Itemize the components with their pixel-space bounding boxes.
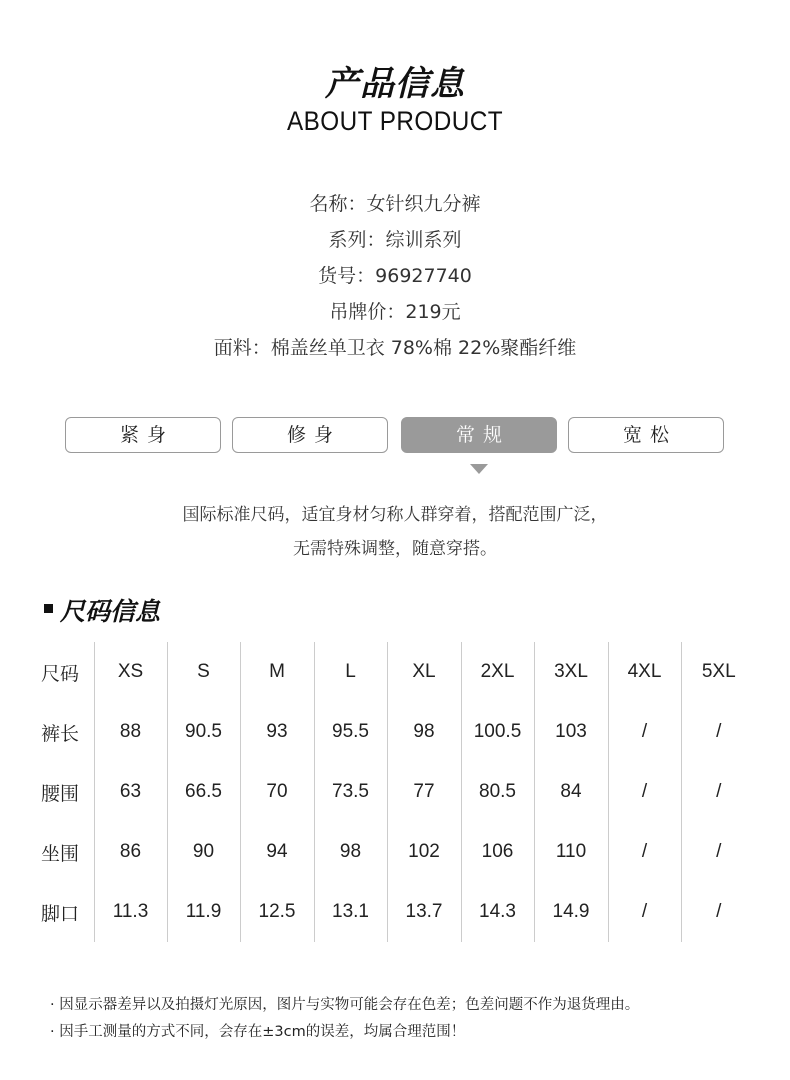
fit-description (0, 498, 790, 566)
size-cell: 5XL (681, 642, 756, 702)
size-cell: 102 (387, 822, 461, 882)
page-title-cn: 产品信息 (325, 64, 465, 104)
size-cell: 73.5 (314, 762, 387, 822)
size-cell: 11.9 (167, 882, 240, 942)
info-item-number: 货号：96927740 (318, 265, 472, 287)
size-row (30, 642, 756, 702)
product-info (0, 186, 790, 366)
fit-tab-tight[interactable]: 紧身 (65, 417, 221, 453)
size-cell: / (608, 882, 681, 942)
size-cell: 4XL (608, 642, 681, 702)
size-cell: 90 (167, 822, 240, 882)
size-cell: / (681, 882, 756, 942)
size-cell: 110 (534, 822, 608, 882)
size-cell: 13.7 (387, 882, 461, 942)
fit-description-line: 无需特殊调整，随意穿搭。 (293, 539, 497, 559)
size-cell: 63 (94, 762, 167, 822)
size-cell: / (681, 762, 756, 822)
size-cell: 90.5 (167, 702, 240, 762)
note-measurement-error: · 因手工测量的方式不同，会存在±3cm的误差，均属合理范围！ (50, 1024, 466, 1040)
size-cell: 98 (387, 702, 461, 762)
size-cell: 70 (240, 762, 314, 822)
size-heading-text: 尺码信息 (60, 597, 161, 626)
fit-tab-regular[interactable]: 常规 (401, 417, 557, 453)
size-cell: L (314, 642, 387, 702)
fit-tab-slim[interactable]: 修身 (232, 417, 388, 453)
size-cell: / (608, 762, 681, 822)
size-cell: 12.5 (240, 882, 314, 942)
size-cell: 93 (240, 702, 314, 762)
size-cell: / (608, 822, 681, 882)
fit-pointer-arrow (470, 464, 488, 474)
note-color-difference: · 因显示器差异以及拍摄灯光原因，图片与实物可能会存在色差；色差问题不作为退货理由。 (50, 997, 640, 1013)
size-cell: 94 (240, 822, 314, 882)
size-cell: 103 (534, 702, 608, 762)
row-label: 脚口 (41, 902, 80, 925)
fit-tab-loose[interactable]: 宽松 (568, 417, 724, 453)
size-cell: 84 (534, 762, 608, 822)
fit-tabs (65, 417, 725, 453)
size-cell: 100.5 (461, 702, 534, 762)
size-cell: / (681, 702, 756, 762)
heading-bullet-icon (44, 604, 53, 613)
size-cell: 95.5 (314, 702, 387, 762)
size-cell: 13.1 (314, 882, 387, 942)
row-label: 腰围 (41, 782, 80, 805)
size-cell: XS (94, 642, 167, 702)
info-name: 名称：女针织九分裤 (309, 193, 481, 215)
size-row (30, 762, 756, 822)
size-row (30, 822, 756, 882)
size-cell: XL (387, 642, 461, 702)
size-table (30, 642, 756, 942)
fit-description-line: 国际标准尺码，适宜身材匀称人群穿着，搭配范围广泛， (182, 505, 608, 525)
info-tag-price: 吊牌价：219元 (329, 301, 461, 323)
row-label: 尺码 (41, 662, 80, 685)
size-row (30, 702, 756, 762)
info-series: 系列：综训系列 (328, 229, 462, 251)
size-cell: 80.5 (461, 762, 534, 822)
size-cell: M (240, 642, 314, 702)
size-cell: 98 (314, 822, 387, 882)
size-cell: 77 (387, 762, 461, 822)
size-cell: 14.3 (461, 882, 534, 942)
size-cell: 88 (94, 702, 167, 762)
size-cell: 66.5 (167, 762, 240, 822)
size-cell: 14.9 (534, 882, 608, 942)
notes (50, 992, 770, 1046)
row-label: 坐围 (41, 842, 80, 865)
size-cell: 2XL (461, 642, 534, 702)
size-row (30, 882, 756, 942)
size-cell: / (681, 822, 756, 882)
size-cell: / (608, 702, 681, 762)
size-cell: 86 (94, 822, 167, 882)
size-cell: 11.3 (94, 882, 167, 942)
size-cell: 106 (461, 822, 534, 882)
row-label: 裤长 (41, 722, 80, 745)
page-title-en: ABOUT PRODUCT (286, 106, 504, 136)
size-cell: 3XL (534, 642, 608, 702)
info-fabric: 面料：棉盖丝单卫衣 78%棉 22%聚酯纤维 (213, 337, 577, 359)
size-cell: S (167, 642, 240, 702)
